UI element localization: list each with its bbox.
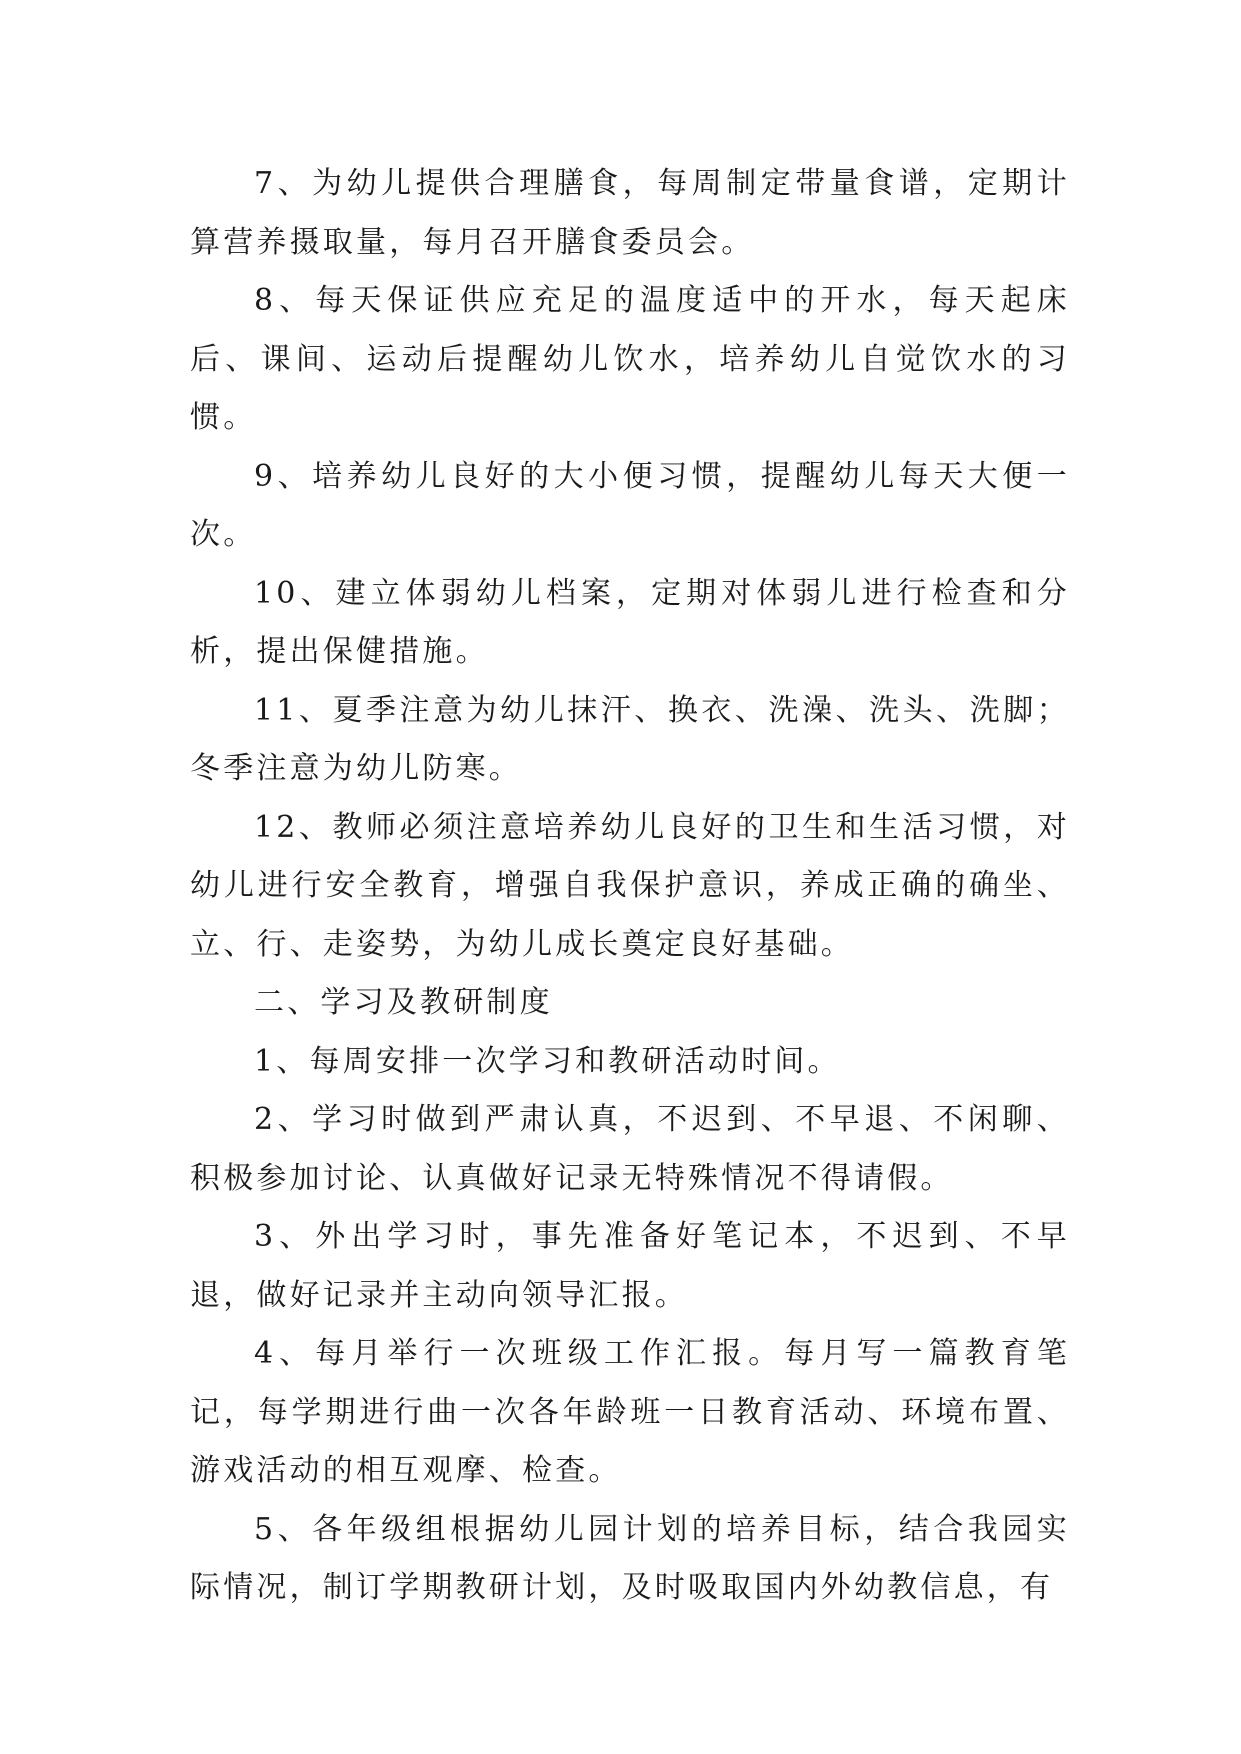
paragraph-10 [190, 565, 1070, 682]
paragraph-7 [190, 155, 1070, 272]
paragraph-line: 8、每天保证供应充足的温度适中的开水，每天起床后、 [190, 283, 1070, 377]
paragraph-line: 幼儿进行安全教育，增强自我保护意识，养成正确的确坐、 [190, 868, 1070, 903]
paragraph-11 [190, 682, 1070, 799]
paragraph-line: 提出保健措施。 [256, 634, 489, 669]
paragraph-line: 冬季注意为幼儿防寒。 [190, 751, 522, 786]
paragraph-12 [190, 799, 1070, 975]
paragraph-line: 9、培养幼儿良好的大小便习惯，提醒幼儿每天大便一 [254, 458, 1070, 494]
section-paragraph-1 [190, 1033, 1070, 1092]
paragraph-line: 活动的相互观摩、检查。 [256, 1453, 622, 1488]
paragraph-line: 课间、运动后提醒幼儿饮水，培养幼儿自觉饮水的习惯。 [190, 341, 1070, 435]
paragraph-line: 每学期进行曲一次各年龄班一日教育活动、环境布置、游戏 [190, 1394, 1070, 1488]
paragraph-line: 4、每月举行一次班级工作汇报。每月写一篇教育笔记， [190, 1336, 1070, 1430]
paragraph-line: 1、每周安排一次学习和教研活动时间。 [254, 1043, 841, 1079]
paragraph-line: 际情况，制订学期教研计划，及时吸取国内外幼教信息，有 [190, 1570, 1054, 1605]
section-paragraph-2 [190, 1091, 1070, 1208]
document-body [190, 155, 1070, 1618]
paragraph-8 [190, 272, 1070, 448]
section-paragraph-3 [190, 1208, 1070, 1325]
paragraph-line: 次。 [190, 517, 257, 552]
paragraph-line: 做好记录并主动向领导汇报。 [256, 1277, 689, 1313]
paragraph-line: 立、行、走姿势，为幼儿成长奠定良好基础。 [190, 926, 854, 962]
paragraph-9 [190, 448, 1070, 565]
paragraph-line: 12、教师必须注意培养幼儿良好的卫生和生活习惯，对 [254, 809, 1070, 845]
paragraph-line: 5、各年级组根据幼儿园计划的培养目标，结合我园实 [254, 1511, 1070, 1547]
paragraph-line: 2、学习时做到严肃认真，不迟到、不早退、不闲聊、 [254, 1102, 1070, 1137]
paragraph-line: 7、为幼儿提供合理膳食，每周制定带量食谱，定期计 [254, 166, 1070, 201]
section-paragraph-5 [190, 1501, 1070, 1618]
paragraph-line: 3、外出学习时，事先准备好笔记本，不迟到、不早退， [190, 1219, 1070, 1313]
section-paragraph-4 [190, 1325, 1070, 1501]
paragraph-line: 积极参加讨论、认真做好记录无特殊情况不得请假。 [190, 1160, 954, 1196]
paragraph-line: 10、建立体弱幼儿档案，定期对体弱儿进行检查和分析， [190, 575, 1070, 669]
section-heading: 二、学习及教研制度 [254, 985, 553, 1020]
paragraph-line: 算营养摄取量，每月召开膳食委员会。 [190, 224, 755, 260]
paragraph-line: 11、夏季注意为幼儿抹汗、换衣、洗澡、洗头、洗脚； [254, 692, 1070, 728]
